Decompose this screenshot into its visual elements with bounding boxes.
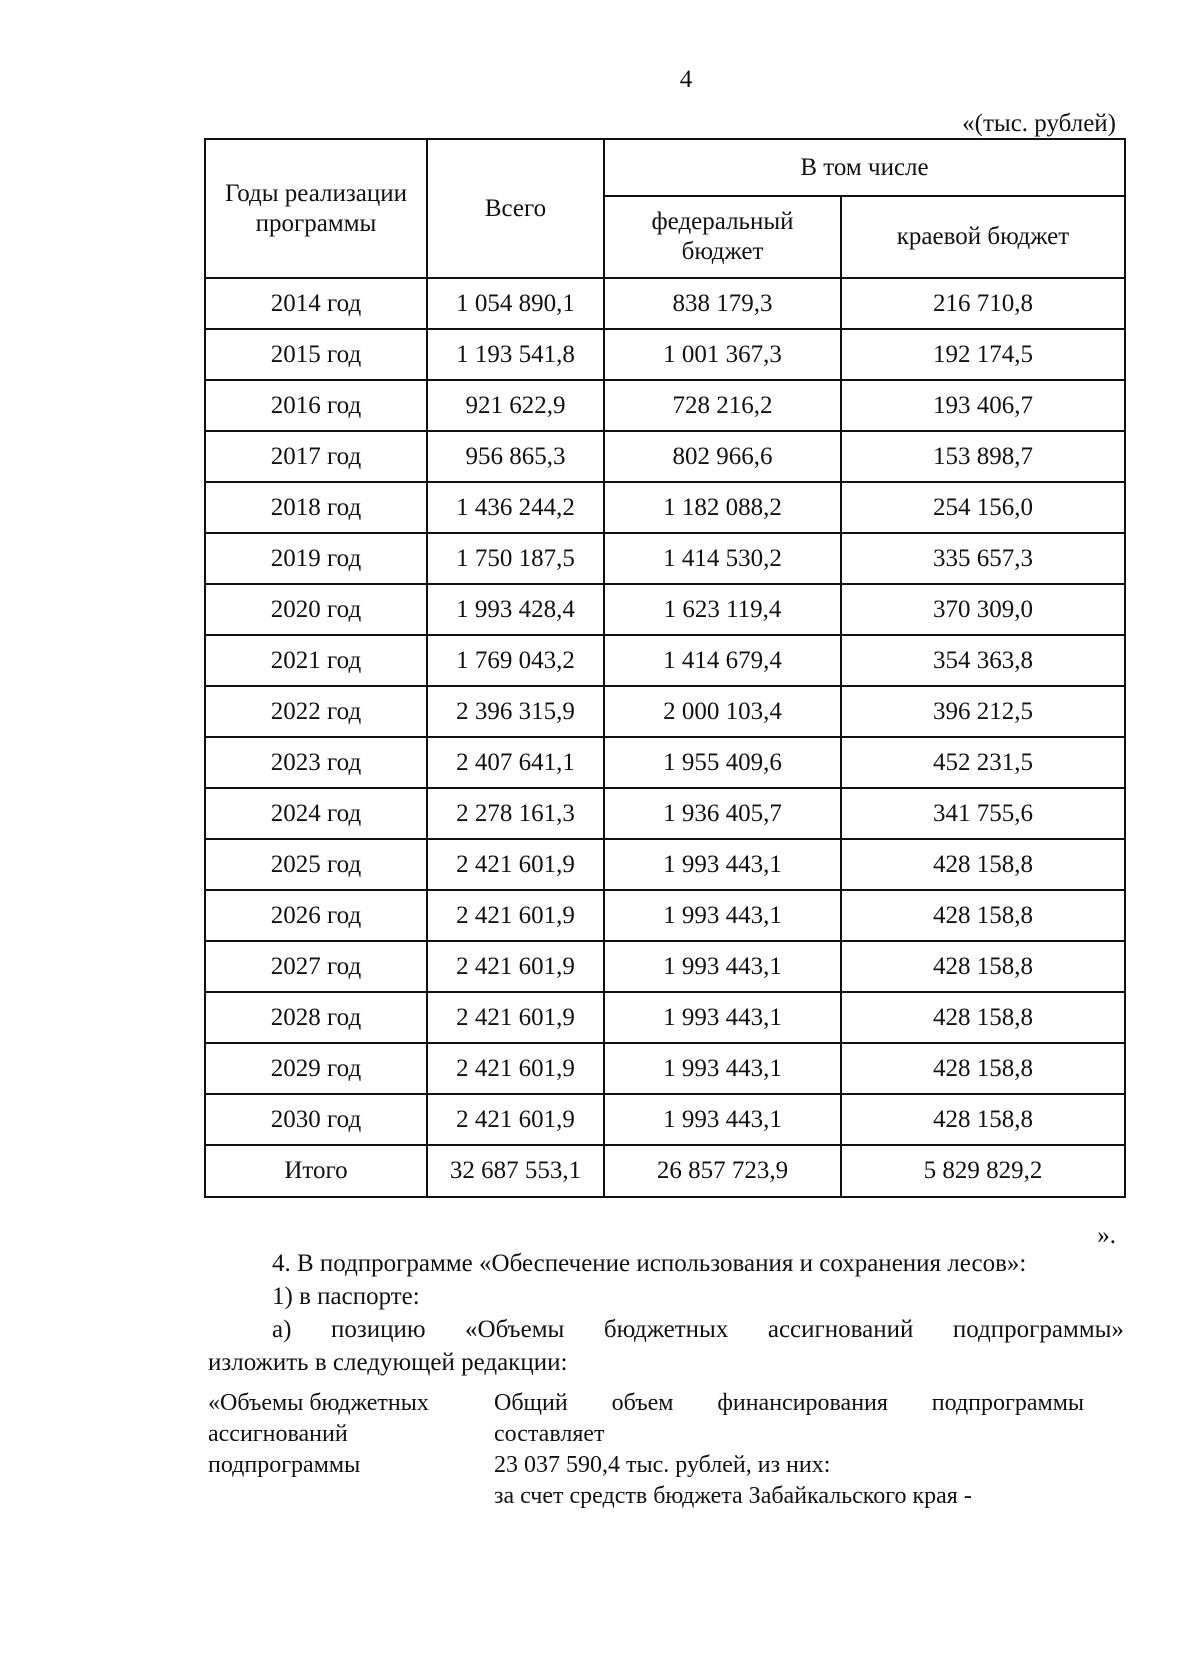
- cell-year: 2017 год: [205, 431, 427, 482]
- cell-federal: 1 414 679,4: [604, 635, 841, 686]
- table-row: [205, 788, 1125, 839]
- cell-total: 1 436 244,2: [427, 482, 604, 533]
- cell-federal: 2 000 103,4: [604, 686, 841, 737]
- cell-regional: 354 363,8: [841, 635, 1125, 686]
- cell-regional: 335 657,3: [841, 533, 1125, 584]
- cell-regional: 452 231,5: [841, 737, 1125, 788]
- table-row: [205, 941, 1125, 992]
- cell-regional: 153 898,7: [841, 431, 1125, 482]
- cell-regional: 370 309,0: [841, 584, 1125, 635]
- cell-regional: 193 406,7: [841, 380, 1125, 431]
- table-row: [205, 584, 1125, 635]
- word: подпрограммы: [931, 1390, 1084, 1416]
- cell-year: 2029 год: [205, 1043, 427, 1094]
- cell-total: 2 396 315,9: [427, 686, 604, 737]
- cell-year: 2024 год: [205, 788, 427, 839]
- cell-federal: 1 414 530,2: [604, 533, 841, 584]
- cell-year: 2023 год: [205, 737, 427, 788]
- cell-total: 1 750 187,5: [427, 533, 604, 584]
- cell-year: 2028 год: [205, 992, 427, 1043]
- table-row: [205, 431, 1125, 482]
- cell-year: 2019 год: [205, 533, 427, 584]
- table-row: [205, 686, 1125, 737]
- cell-regional: 5 829 829,2: [841, 1145, 1125, 1197]
- passport-value: [494, 1388, 1084, 1512]
- cell-federal: 26 857 723,9: [604, 1145, 841, 1197]
- table-total-row: [205, 1145, 1125, 1197]
- passport-value-line: за счет средств бюджета Забайкальского края -: [494, 1483, 972, 1509]
- cell-regional: 428 158,8: [841, 890, 1125, 941]
- cell-total: 2 407 641,1: [427, 737, 604, 788]
- passport-label-line: подпрограммы: [208, 1452, 361, 1478]
- cell-federal: 1 936 405,7: [604, 788, 841, 839]
- header-including: В том числе: [604, 139, 1125, 196]
- table-row: [205, 1094, 1125, 1145]
- budget-table: [204, 138, 1126, 1198]
- passport-label-line: ассигнований: [208, 1421, 348, 1447]
- cell-total: 1 054 890,1: [427, 278, 604, 329]
- cell-federal: 802 966,6: [604, 431, 841, 482]
- header-federal: федеральный бюджет: [604, 196, 841, 278]
- word: бюджетных: [603, 1316, 729, 1343]
- word: а): [272, 1316, 292, 1343]
- cell-total: 2 278 161,3: [427, 788, 604, 839]
- cell-federal: 1 993 443,1: [604, 941, 841, 992]
- cell-year: 2015 год: [205, 329, 427, 380]
- cell-total: 2 421 601,9: [427, 1094, 604, 1145]
- cell-year: 2018 год: [205, 482, 427, 533]
- table-row: [205, 533, 1125, 584]
- cell-year: 2022 год: [205, 686, 427, 737]
- cell-federal: 1 993 443,1: [604, 839, 841, 890]
- cell-federal: 1 993 443,1: [604, 890, 841, 941]
- cell-federal: 1 623 119,4: [604, 584, 841, 635]
- passport-value-line: составляет: [494, 1421, 605, 1447]
- cell-total: 921 622,9: [427, 380, 604, 431]
- close-quote: ».: [1097, 1222, 1116, 1249]
- paragraph-a-continued: изложить в следующей редакции:: [208, 1349, 568, 1376]
- units-note: «(тыс. рублей): [962, 110, 1116, 137]
- cell-year: 2030 год: [205, 1094, 427, 1145]
- cell-total: 2 421 601,9: [427, 890, 604, 941]
- cell-regional: 428 158,8: [841, 992, 1125, 1043]
- cell-federal: 1 001 367,3: [604, 329, 841, 380]
- cell-total: 956 865,3: [427, 431, 604, 482]
- table-row: [205, 380, 1125, 431]
- header-years: Годы реализации программы: [205, 139, 427, 278]
- cell-total: 2 421 601,9: [427, 992, 604, 1043]
- cell-regional: 428 158,8: [841, 839, 1125, 890]
- cell-total: 2 421 601,9: [427, 1043, 604, 1094]
- word: Общий: [494, 1390, 568, 1416]
- cell-regional: 192 174,5: [841, 329, 1125, 380]
- cell-total: 2 421 601,9: [427, 839, 604, 890]
- word: финансирования: [717, 1390, 888, 1416]
- cell-regional: 396 212,5: [841, 686, 1125, 737]
- cell-federal: 1 993 443,1: [604, 1043, 841, 1094]
- table-row: [205, 992, 1125, 1043]
- word: подпрограммы»: [952, 1316, 1124, 1343]
- passport-label: [208, 1388, 478, 1481]
- table-body: [205, 278, 1125, 1197]
- cell-year: 2026 год: [205, 890, 427, 941]
- table-row: [205, 329, 1125, 380]
- cell-federal: 838 179,3: [604, 278, 841, 329]
- word: объем: [611, 1390, 674, 1416]
- cell-federal: 1 955 409,6: [604, 737, 841, 788]
- word: ассигнований: [767, 1316, 914, 1343]
- paragraph-a: [272, 1314, 1124, 1346]
- cell-year: 2027 год: [205, 941, 427, 992]
- cell-year: 2021 год: [205, 635, 427, 686]
- header-regional: краевой бюджет: [841, 196, 1125, 278]
- paragraph-1: 1) в паспорте:: [272, 1283, 420, 1310]
- cell-total: 32 687 553,1: [427, 1145, 604, 1197]
- cell-regional: 216 710,8: [841, 278, 1125, 329]
- cell-regional: 341 755,6: [841, 788, 1125, 839]
- word: «Объемы: [465, 1316, 565, 1343]
- table-row: [205, 482, 1125, 533]
- cell-regional: 428 158,8: [841, 941, 1125, 992]
- cell-year: 2025 год: [205, 839, 427, 890]
- cell-total: 1 769 043,2: [427, 635, 604, 686]
- passport-label-line: «Объемы бюджетных: [208, 1390, 429, 1416]
- table-row: [205, 737, 1125, 788]
- paragraph-4: 4. В подпрограмме «Обеспечение использования и сохранения лесов»:: [272, 1250, 1027, 1277]
- cell-total: 2 421 601,9: [427, 941, 604, 992]
- cell-year: 2014 год: [205, 278, 427, 329]
- cell-regional: 254 156,0: [841, 482, 1125, 533]
- cell-year: 2016 год: [205, 380, 427, 431]
- word: позицию: [330, 1316, 426, 1343]
- cell-year: 2020 год: [205, 584, 427, 635]
- header-total: Всего: [427, 139, 604, 278]
- table-row: [205, 839, 1125, 890]
- table-row: [205, 278, 1125, 329]
- table-row: [205, 890, 1125, 941]
- cell-regional: 428 158,8: [841, 1094, 1125, 1145]
- cell-federal: 1 182 088,2: [604, 482, 841, 533]
- table-row: [205, 1043, 1125, 1094]
- table-row: [205, 635, 1125, 686]
- cell-federal: 1 993 443,1: [604, 992, 841, 1043]
- cell-year: Итого: [205, 1145, 427, 1197]
- cell-total: 1 193 541,8: [427, 329, 604, 380]
- passport-value-line: [494, 1388, 1084, 1419]
- cell-regional: 428 158,8: [841, 1043, 1125, 1094]
- passport-value-line: 23 037 590,4 тыс. рублей, из них:: [494, 1452, 831, 1478]
- cell-total: 1 993 428,4: [427, 584, 604, 635]
- cell-federal: 728 216,2: [604, 380, 841, 431]
- page-number: 4: [679, 66, 693, 93]
- cell-federal: 1 993 443,1: [604, 1094, 841, 1145]
